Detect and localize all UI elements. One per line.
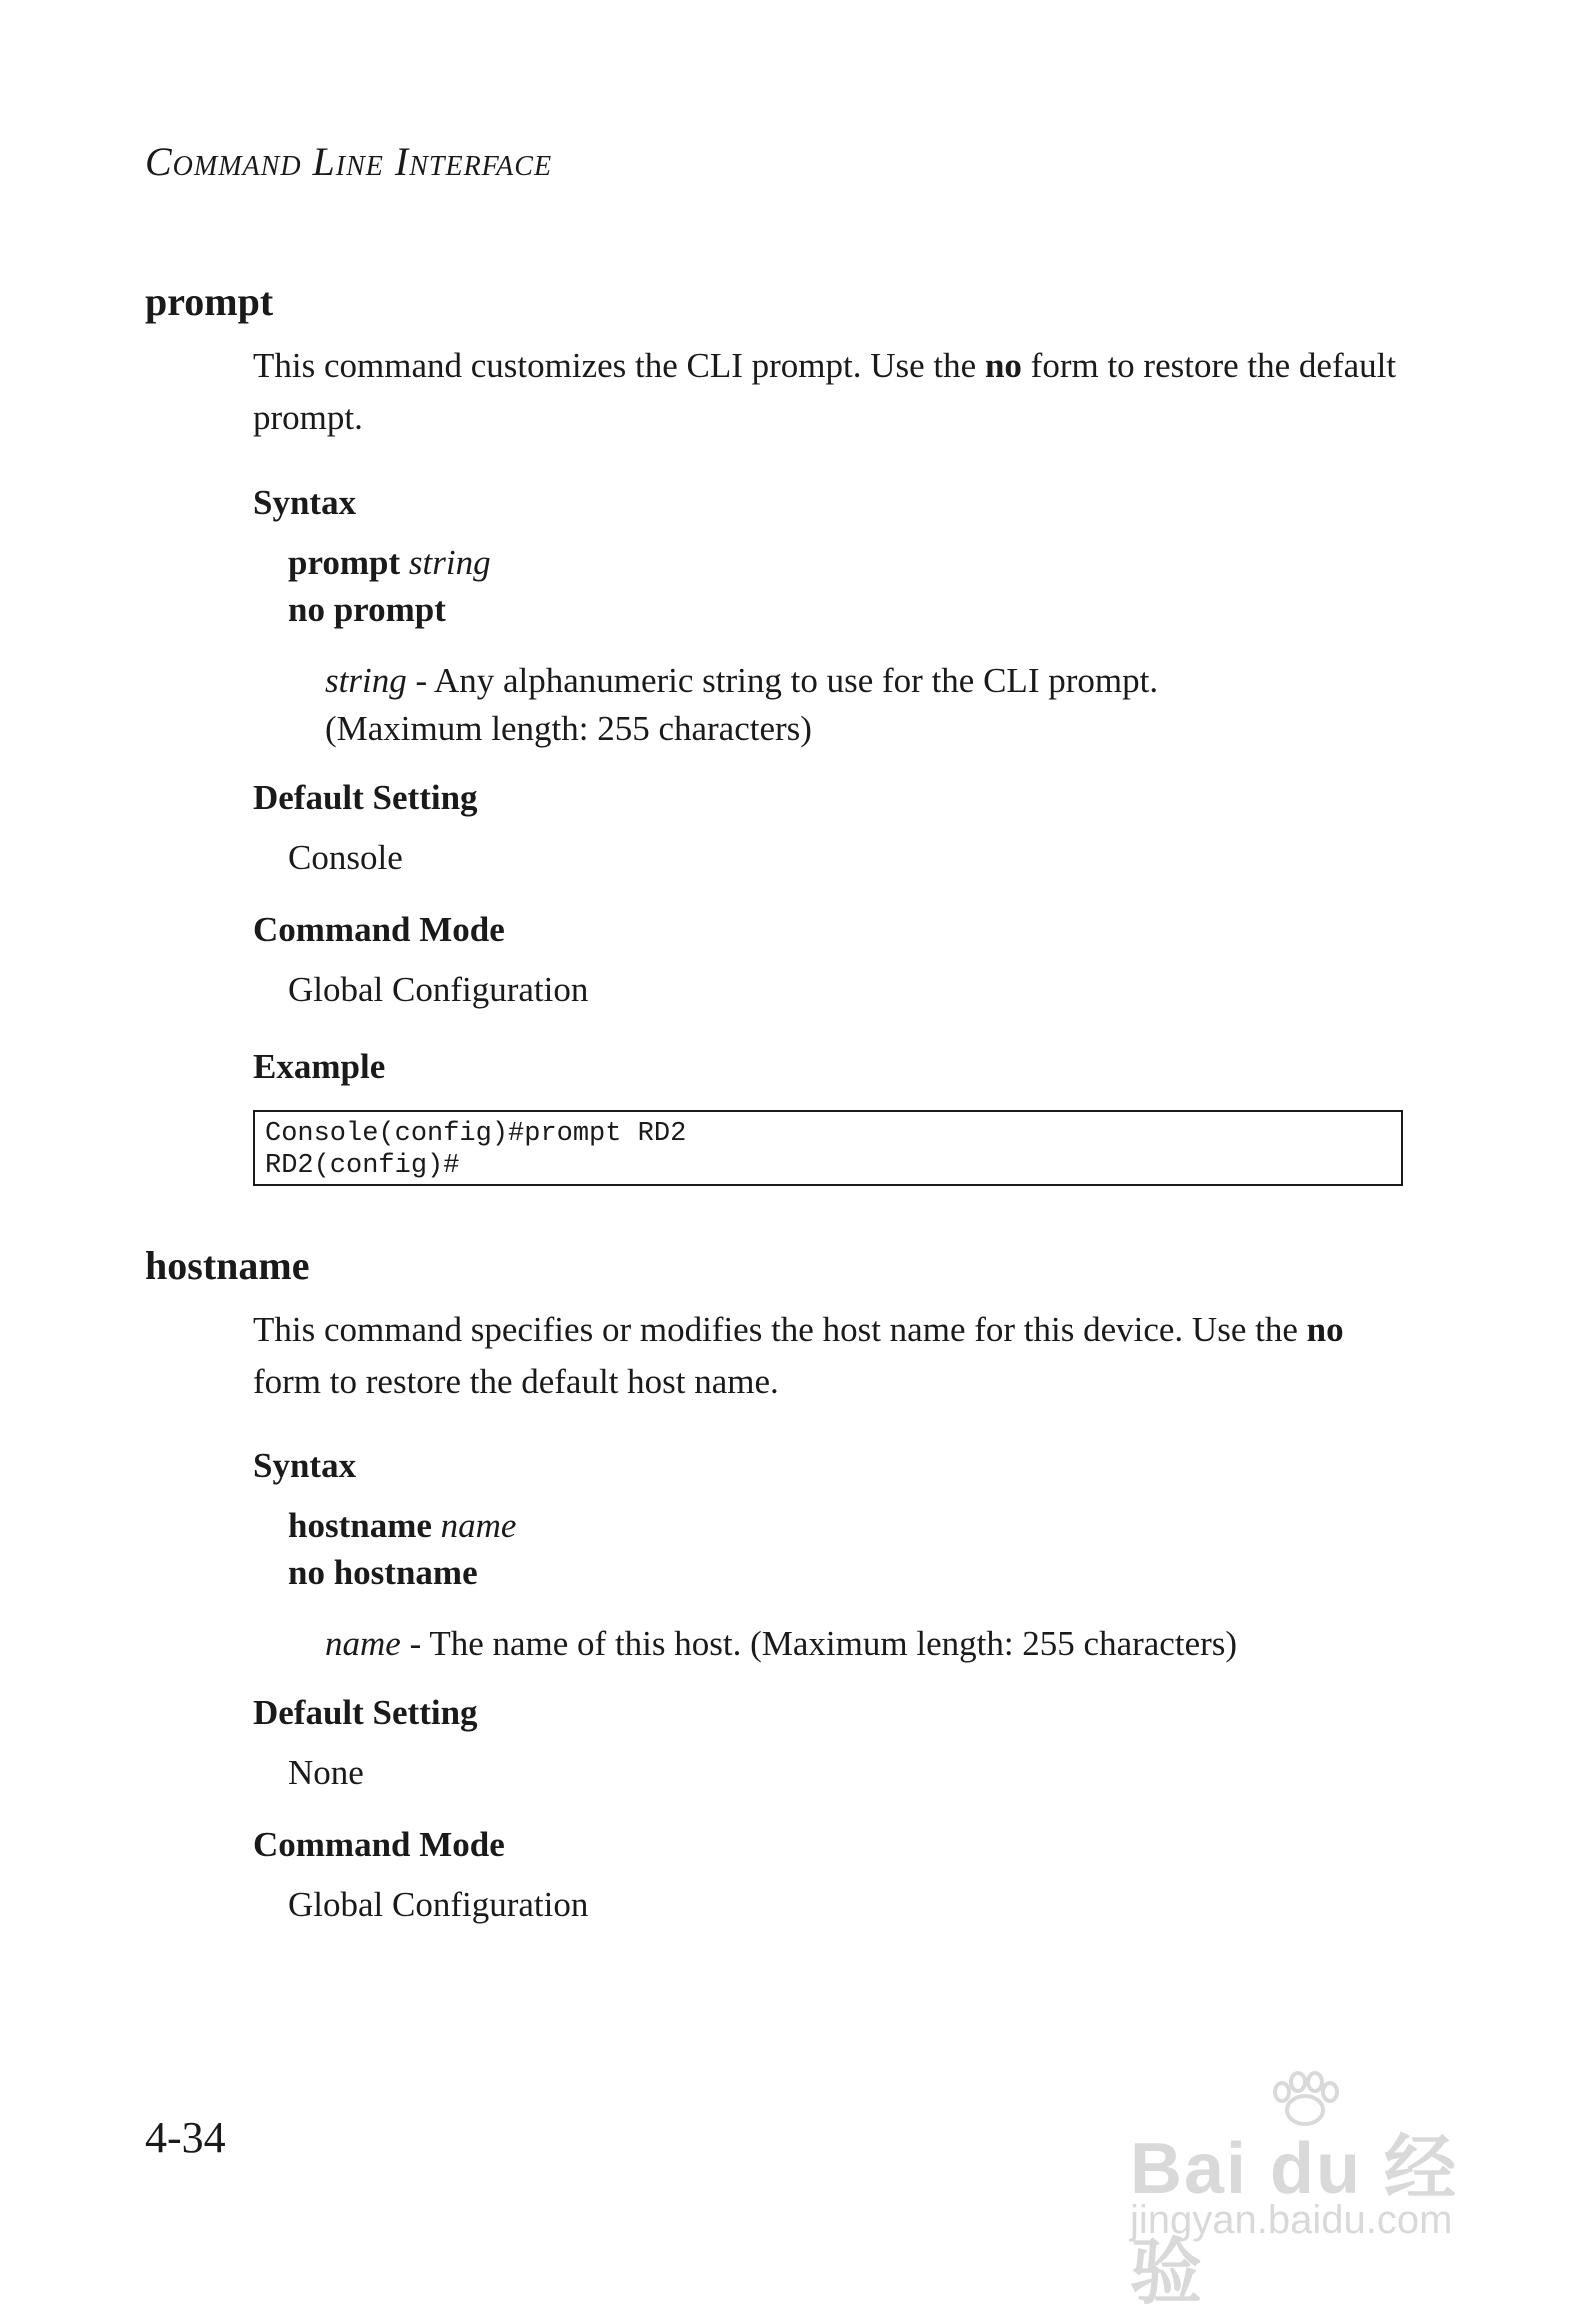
hostname-mode-value: Global Configuration	[288, 1885, 589, 1924]
hostname-desc-text-2: form to restore the default host name.	[253, 1362, 779, 1401]
prompt-param-text-1: - Any alphanumeric string to use for the CLI prompt.	[406, 661, 1159, 700]
watermark-url: jingyan.baidu.com	[1130, 2198, 1453, 2242]
prompt-parameter-description	[325, 657, 1425, 753]
prompt-title: prompt	[145, 279, 274, 324]
prompt-syntax-line-1	[288, 543, 491, 583]
prompt-desc-no-keyword: no	[984, 346, 1022, 385]
prompt-default-value: Console	[288, 838, 403, 877]
hostname-param-text: - The name of this host. (Maximum length: 255 characters)	[400, 1624, 1238, 1663]
hostname-parameter-description	[325, 1620, 1425, 1668]
prompt-mode-value: Global Configuration	[288, 970, 589, 1009]
watermark-brand: Bai du 经验	[1130, 2129, 1459, 2313]
hostname-syntax-argument: name	[440, 1506, 517, 1545]
hostname-syntax-heading: Syntax	[253, 1446, 357, 1485]
hostname-default-value: None	[288, 1753, 364, 1792]
prompt-syntax-line-2	[288, 590, 446, 630]
prompt-param-name: string	[325, 661, 407, 700]
prompt-syntax-no-command: no prompt	[288, 590, 446, 629]
hostname-desc-text-1: This command specifies or modifies the host name for this device. Use the	[253, 1310, 1307, 1349]
hostname-description	[253, 1304, 1403, 1408]
page-number: 4-34	[145, 2113, 226, 2162]
example-code-line: RD2(config)#	[265, 1151, 460, 1181]
prompt-default-heading: Default Setting	[253, 778, 478, 817]
example-code-line: Console(config)#prompt RD2	[265, 1119, 687, 1149]
hostname-mode-heading: Command Mode	[253, 1825, 505, 1864]
prompt-desc-text-1: This command customizes the CLI prompt. Use the	[253, 346, 985, 385]
running-head: Command Line Interface	[145, 139, 553, 184]
prompt-param-text-2: (Maximum length: 255 characters)	[325, 709, 812, 748]
hostname-title: hostname	[145, 1243, 310, 1288]
hostname-param-name: name	[325, 1624, 401, 1663]
hostname-syntax-line-1	[288, 1506, 516, 1546]
baidu-jingyan-watermark	[1120, 2070, 1490, 2313]
prompt-desc-text-2: form to restore the default prompt.	[253, 346, 1397, 437]
prompt-mode-heading: Command Mode	[253, 910, 505, 949]
prompt-syntax-heading: Syntax	[253, 483, 357, 522]
hostname-syntax-line-2	[288, 1553, 478, 1593]
prompt-syntax-argument: string	[408, 543, 491, 582]
prompt-syntax-command: prompt	[288, 543, 401, 582]
hostname-syntax-command: hostname	[288, 1506, 432, 1545]
hostname-desc-no-keyword: no	[1306, 1310, 1344, 1349]
prompt-example-heading: Example	[253, 1047, 386, 1086]
hostname-default-heading: Default Setting	[253, 1693, 478, 1732]
prompt-example-code-box	[253, 1110, 1403, 1186]
prompt-description	[253, 340, 1403, 444]
hostname-syntax-no-command: no hostname	[288, 1553, 478, 1592]
